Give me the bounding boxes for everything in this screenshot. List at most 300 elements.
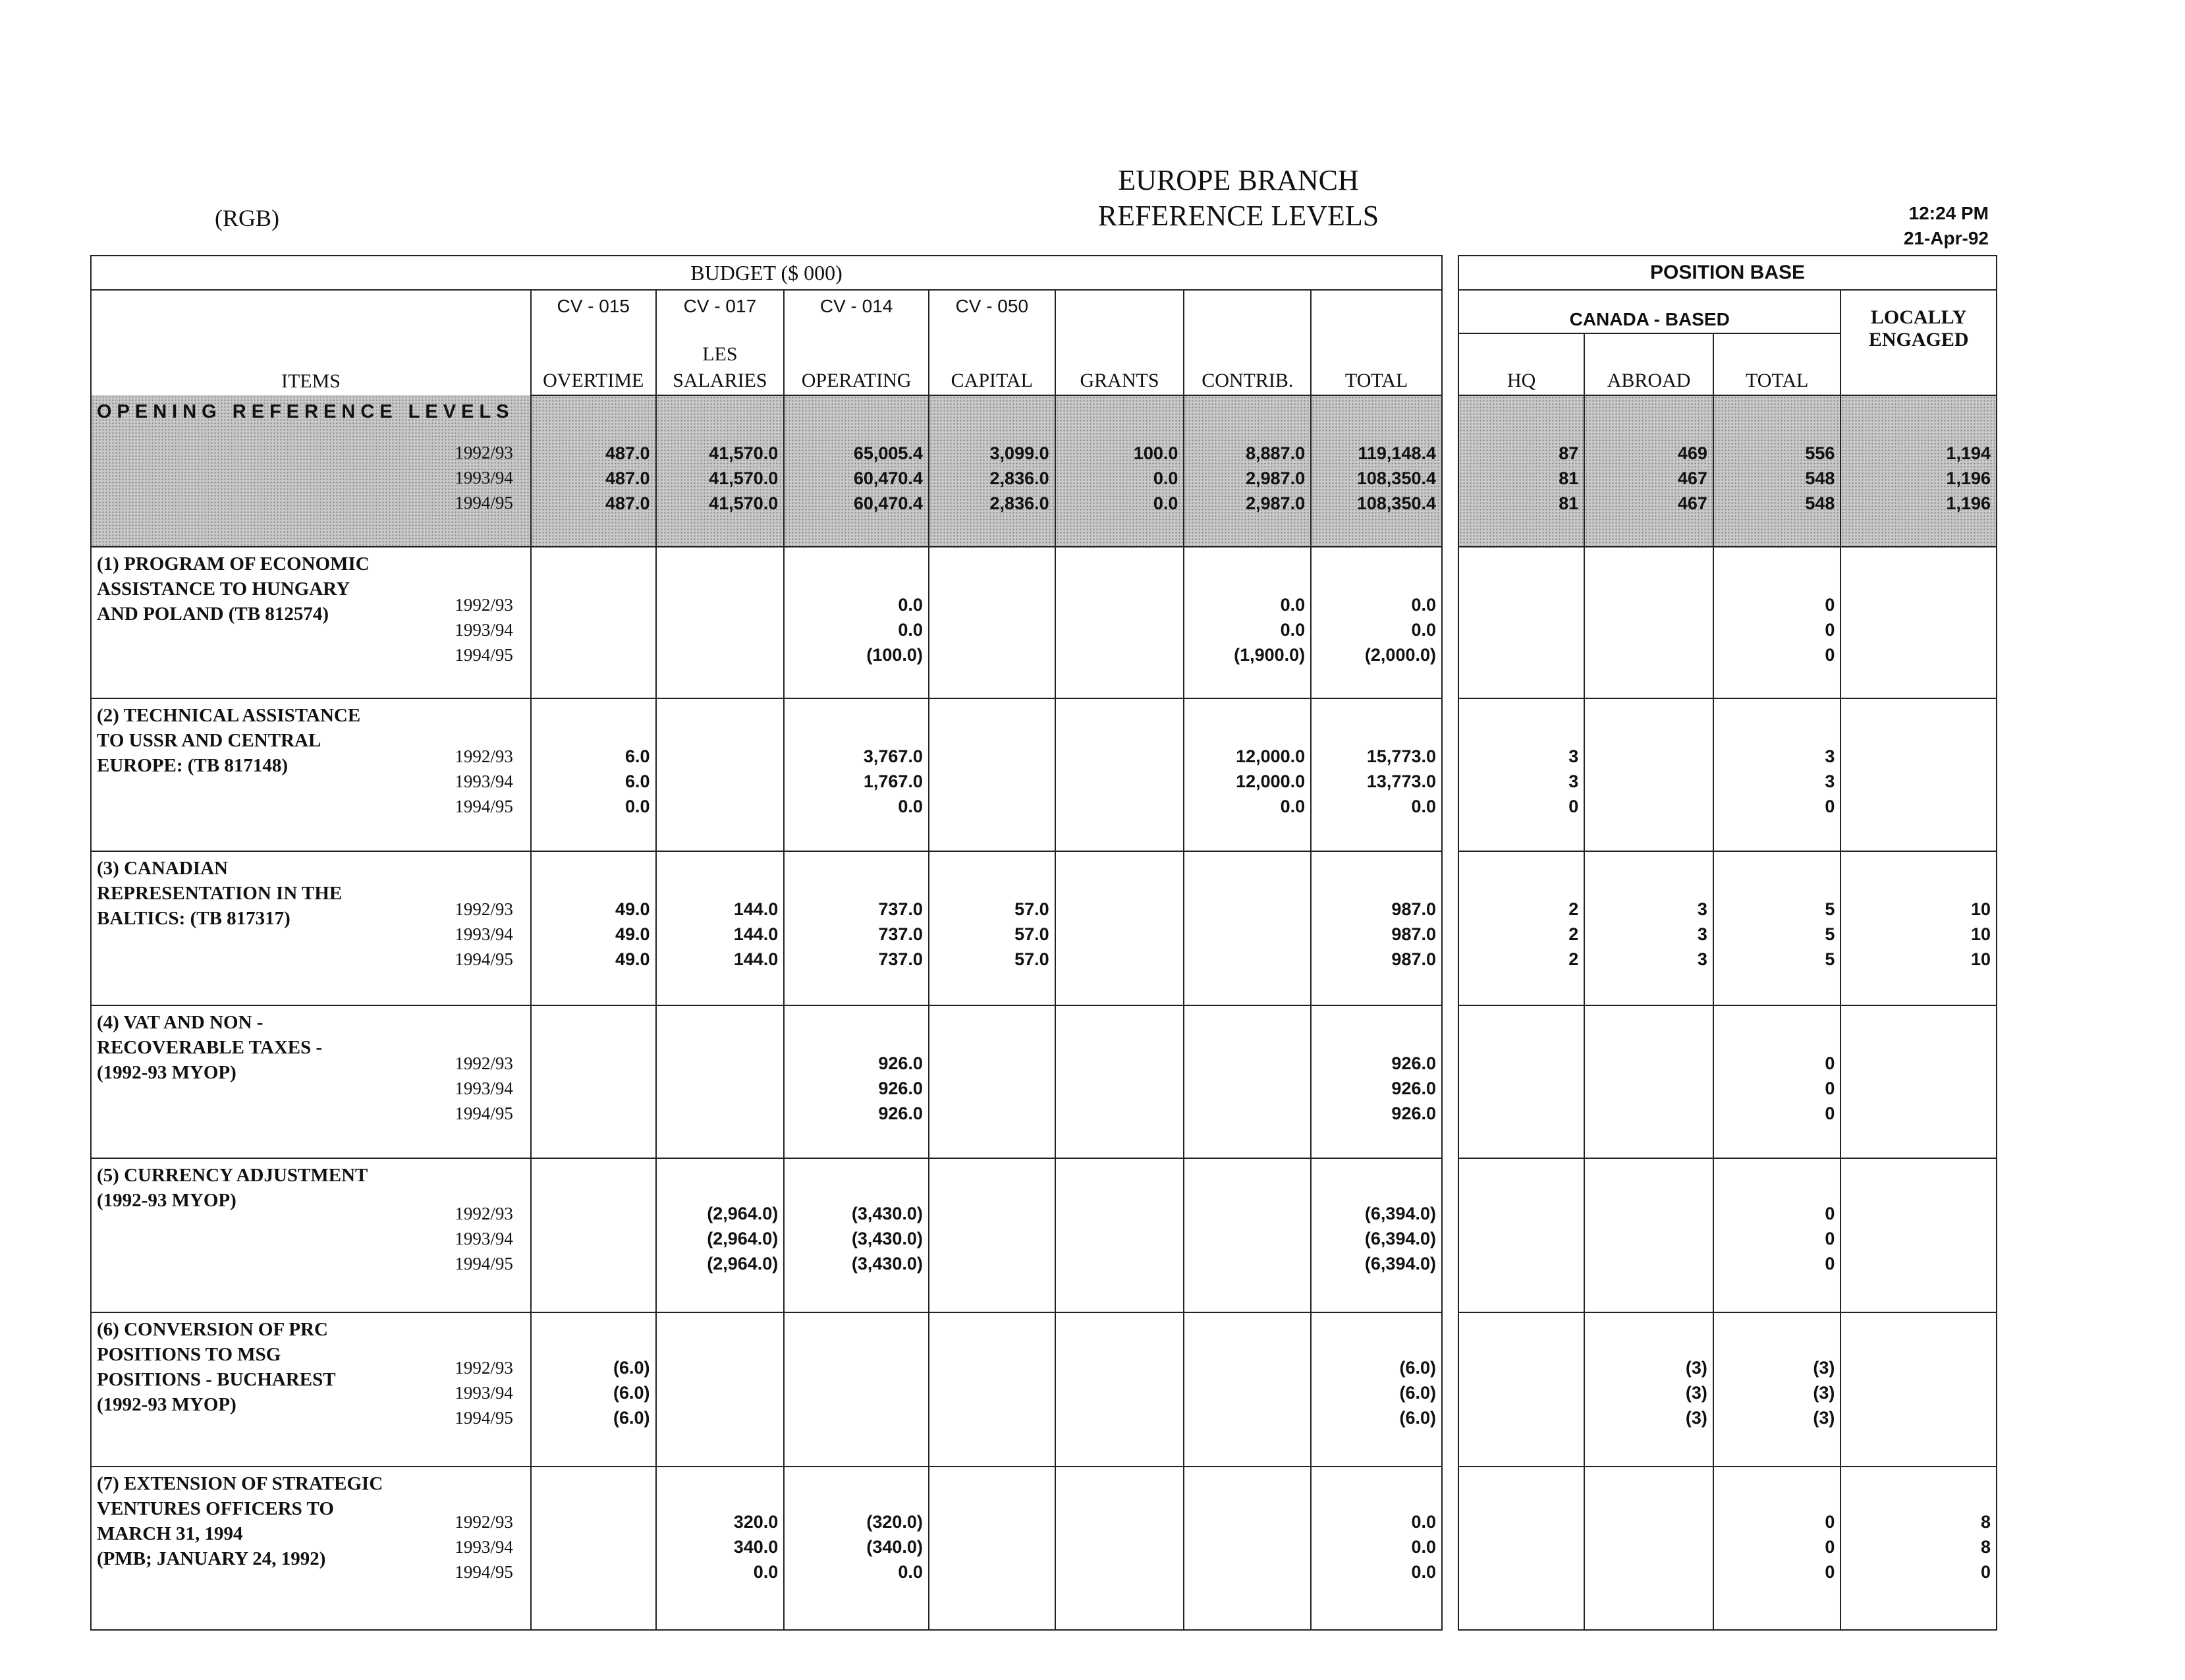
item-label-cell xyxy=(91,1467,531,1630)
position-value xyxy=(1459,1380,1578,1405)
budget-value-cell xyxy=(656,547,785,698)
position-value: 1,196 xyxy=(1946,468,1991,488)
col-code: CV - 017 xyxy=(683,296,757,316)
locally-engaged-header: LOCALLY ENGAGED xyxy=(1840,290,1997,395)
budget-value: (2,000.0) xyxy=(1364,645,1436,665)
budget-value xyxy=(1184,947,1305,972)
position-item-row xyxy=(1458,547,1997,698)
budget-group-header: BUDGET ($ 000) xyxy=(91,256,1442,290)
budget-value: 57.0 xyxy=(1014,899,1049,919)
budget-value xyxy=(532,1076,650,1101)
fiscal-years xyxy=(455,1201,513,1276)
budget-value-cell xyxy=(531,1467,656,1630)
budget-value xyxy=(1184,1405,1305,1430)
position-value: 0 xyxy=(1980,1562,1991,1582)
budget-value xyxy=(532,1251,650,1276)
col-grants: GRANTS xyxy=(1055,290,1184,395)
item-label-line: POSITIONS TO MSG xyxy=(97,1344,281,1365)
position-value-cell xyxy=(1713,547,1841,698)
position-value xyxy=(1841,769,1991,794)
budget-value-cell xyxy=(929,1312,1055,1467)
budget-value xyxy=(532,1509,650,1534)
budget-value xyxy=(1184,1201,1305,1226)
budget-value: 926.0 xyxy=(1391,1078,1436,1098)
budget-value-cell xyxy=(784,1158,929,1312)
budget-value xyxy=(929,1559,1049,1584)
budget-value-cell xyxy=(1184,1005,1311,1158)
col-capital xyxy=(929,290,1055,395)
fiscal-year-label: 1992/93 xyxy=(455,1512,513,1532)
branch-code: (RGB) xyxy=(215,205,279,231)
budget-value xyxy=(657,642,779,667)
budget-value: (2,964.0) xyxy=(707,1204,779,1223)
budget-value-cell xyxy=(1311,1467,1442,1630)
position-value: 3 xyxy=(1697,899,1707,919)
budget-value: 0.0 xyxy=(1153,493,1178,513)
budget-value xyxy=(785,1405,923,1430)
budget-value: 49.0 xyxy=(615,924,650,944)
fiscal-year-label: 1994/95 xyxy=(455,1408,513,1428)
budget-value xyxy=(929,1076,1049,1101)
budget-value xyxy=(1056,947,1178,972)
col-abroad: ABROAD xyxy=(1584,333,1713,395)
position-value: 3 xyxy=(1697,924,1707,944)
budget-value: 0.0 xyxy=(1411,1562,1436,1582)
budget-value xyxy=(1184,1251,1305,1276)
fiscal-year-label: 1993/94 xyxy=(455,1383,513,1403)
position-value: (3) xyxy=(1813,1383,1835,1403)
position-value: (3) xyxy=(1685,1408,1707,1428)
budget-value xyxy=(1184,897,1305,922)
budget-value: 1,767.0 xyxy=(863,771,923,791)
position-value: 5 xyxy=(1825,949,1835,969)
position-value-cell xyxy=(1840,547,1997,698)
budget-value xyxy=(1184,1380,1305,1405)
item-label-line: AND POLAND (TB 812574) xyxy=(97,603,329,625)
position-value xyxy=(1841,617,1991,642)
position-value-cell xyxy=(1584,1312,1713,1467)
budget-value: (6,394.0) xyxy=(1364,1204,1436,1223)
budget-value: 0.0 xyxy=(898,1562,923,1582)
budget-value xyxy=(929,1380,1049,1405)
item-label-cell xyxy=(91,698,531,851)
position-value: 2 xyxy=(1568,924,1579,944)
position-value: 548 xyxy=(1805,493,1835,513)
fiscal-years xyxy=(455,1509,513,1584)
position-value: 0 xyxy=(1825,1537,1835,1557)
col-overtime xyxy=(531,290,656,395)
fiscal-years xyxy=(455,440,513,515)
budget-value xyxy=(929,1509,1049,1534)
budget-value xyxy=(1056,1355,1178,1380)
position-value xyxy=(1585,1101,1707,1126)
position-value-cell xyxy=(1458,1158,1584,1312)
position-value-cell xyxy=(1713,1158,1841,1312)
budget-value-cell xyxy=(531,1005,656,1158)
budget-item-row xyxy=(91,1158,1442,1312)
position-value: 10 xyxy=(1970,924,1991,944)
fiscal-year-label: 1994/95 xyxy=(455,797,513,816)
position-value: 1,194 xyxy=(1946,443,1991,463)
budget-value xyxy=(1056,642,1178,667)
budget-value: 0.0 xyxy=(1411,620,1436,640)
item-label-line: (2) TECHNICAL ASSISTANCE xyxy=(97,705,361,726)
budget-value: 0.0 xyxy=(1411,595,1436,615)
budget-value-cell xyxy=(531,547,656,698)
budget-value: 108,350.4 xyxy=(1356,468,1436,488)
canada-based-header: CANADA - BASED xyxy=(1458,290,1840,333)
budget-value xyxy=(1184,922,1305,947)
item-label-line: (1992-93 MYOP) xyxy=(97,1190,236,1211)
budget-value xyxy=(1056,1380,1178,1405)
budget-value-cell xyxy=(784,395,929,547)
position-value xyxy=(1841,1355,1991,1380)
position-value-cell xyxy=(1584,698,1713,851)
position-item-row xyxy=(1458,851,1997,1005)
budget-value xyxy=(1056,769,1178,794)
budget-value xyxy=(929,769,1049,794)
position-value xyxy=(1459,1509,1578,1534)
budget-value-cell xyxy=(929,395,1055,547)
budget-value: 57.0 xyxy=(1014,924,1049,944)
position-value xyxy=(1459,617,1578,642)
position-value: 3 xyxy=(1568,746,1579,766)
position-value xyxy=(1459,1201,1578,1226)
col-code: CV - 014 xyxy=(819,296,893,316)
position-value: 467 xyxy=(1677,493,1707,513)
position-value-cell xyxy=(1840,1312,1997,1467)
budget-value-cell xyxy=(656,1467,785,1630)
budget-value: 987.0 xyxy=(1391,949,1436,969)
budget-value: 60,470.4 xyxy=(853,493,923,513)
col-contrib: CONTRIB. xyxy=(1184,290,1311,395)
col-operating xyxy=(784,290,929,395)
budget-value xyxy=(929,1201,1049,1226)
budget-value xyxy=(929,617,1049,642)
budget-value: (2,964.0) xyxy=(707,1229,779,1248)
position-value: 0 xyxy=(1825,1053,1835,1073)
item-label-line: VENTURES OFFICERS TO xyxy=(97,1498,334,1519)
budget-value xyxy=(1056,922,1178,947)
position-value xyxy=(1459,1076,1578,1101)
position-value xyxy=(1841,1201,1991,1226)
position-value xyxy=(1459,1051,1578,1076)
position-value xyxy=(1459,1101,1578,1126)
position-value: 81 xyxy=(1559,468,1579,488)
position-value xyxy=(1841,642,1991,667)
budget-value: 12,000.0 xyxy=(1236,771,1306,791)
budget-value: 0.0 xyxy=(1411,1512,1436,1532)
budget-value: 0.0 xyxy=(898,620,923,640)
position-value: 81 xyxy=(1559,493,1579,513)
budget-value xyxy=(929,1355,1049,1380)
position-value xyxy=(1585,1509,1707,1534)
item-label-line: (4) VAT AND NON - xyxy=(97,1012,263,1033)
position-table xyxy=(1458,255,1997,1631)
budget-value: 0.0 xyxy=(1280,797,1306,816)
budget-value xyxy=(532,1051,650,1076)
budget-value xyxy=(929,1226,1049,1251)
position-value-cell xyxy=(1840,1158,1997,1312)
position-value xyxy=(1841,1076,1991,1101)
budget-value: 100.0 xyxy=(1133,443,1178,463)
position-value xyxy=(1459,1251,1578,1276)
budget-value-cell xyxy=(929,851,1055,1005)
budget-value: 926.0 xyxy=(878,1104,923,1123)
position-value: 0 xyxy=(1825,1204,1835,1223)
budget-value xyxy=(1184,1509,1305,1534)
col-label-top: LES xyxy=(702,343,738,365)
position-value xyxy=(1585,617,1707,642)
budget-value: 0.0 xyxy=(1411,1537,1436,1557)
position-value-cell xyxy=(1458,1467,1584,1630)
position-value: 0 xyxy=(1568,797,1579,816)
position-item-row xyxy=(1458,1005,1997,1158)
budget-value xyxy=(1184,1559,1305,1584)
fiscal-year-label: 1992/93 xyxy=(455,443,513,462)
position-value: 0 xyxy=(1825,645,1835,665)
budget-value-cell xyxy=(929,698,1055,851)
budget-value-cell xyxy=(1055,395,1184,547)
budget-value-cell xyxy=(1184,1158,1311,1312)
budget-value xyxy=(1184,1076,1305,1101)
budget-value-cell xyxy=(656,395,785,547)
budget-value: 41,570.0 xyxy=(709,493,779,513)
budget-value xyxy=(1056,1534,1178,1559)
position-value xyxy=(1459,592,1578,617)
item-label-line: OPENING REFERENCE LEVELS xyxy=(97,401,514,422)
budget-value: 108,350.4 xyxy=(1356,493,1436,513)
report-title xyxy=(1008,163,1469,234)
position-value: 10 xyxy=(1970,899,1991,919)
budget-value xyxy=(929,592,1049,617)
budget-value: (6.0) xyxy=(613,1383,650,1403)
fiscal-year-label: 1993/94 xyxy=(455,468,513,488)
position-value-cell xyxy=(1584,1467,1713,1630)
fiscal-years xyxy=(455,1051,513,1126)
position-value xyxy=(1841,744,1991,769)
budget-value: 987.0 xyxy=(1391,924,1436,944)
position-value xyxy=(1459,1534,1578,1559)
item-label-cell xyxy=(91,547,531,698)
budget-value-cell xyxy=(1055,698,1184,851)
item-label-line: EUROPE: (TB 817148) xyxy=(97,755,288,776)
budget-value: (1,900.0) xyxy=(1234,645,1306,665)
col-label: CAPITAL xyxy=(951,370,1033,391)
budget-value: 926.0 xyxy=(878,1078,923,1098)
budget-value-cell xyxy=(656,851,785,1005)
budget-value-cell xyxy=(784,1467,929,1630)
budget-value xyxy=(929,1251,1049,1276)
position-value-cell xyxy=(1840,1005,1997,1158)
budget-value xyxy=(532,617,650,642)
position-value-cell xyxy=(1713,698,1841,851)
position-value-cell xyxy=(1840,395,1997,547)
item-label-line: (1992-93 MYOP) xyxy=(97,1062,236,1083)
item-label-line: BALTICS: (TB 817317) xyxy=(97,908,290,929)
budget-value xyxy=(657,1355,779,1380)
budget-value: (100.0) xyxy=(866,645,923,665)
item-label-cell xyxy=(91,395,531,547)
col-hq: HQ xyxy=(1458,333,1584,395)
fiscal-year-label: 1992/93 xyxy=(455,1053,513,1073)
budget-item-row xyxy=(91,1312,1442,1467)
budget-value: 487.0 xyxy=(605,468,650,488)
position-value: 1,196 xyxy=(1946,493,1991,513)
budget-value-cell xyxy=(1311,698,1442,851)
budget-value xyxy=(532,1226,650,1251)
budget-value: (6.0) xyxy=(613,1358,650,1378)
fiscal-year-label: 1993/94 xyxy=(455,1537,513,1557)
budget-value xyxy=(929,1534,1049,1559)
position-value xyxy=(1841,1405,1991,1430)
col-position-total: TOTAL xyxy=(1713,333,1841,395)
fiscal-year-label: 1994/95 xyxy=(455,645,513,665)
budget-value-cell xyxy=(784,547,929,698)
position-value: 87 xyxy=(1559,443,1579,463)
item-label-cell xyxy=(91,851,531,1005)
fiscal-year-label: 1994/95 xyxy=(455,1562,513,1582)
budget-value: 0.0 xyxy=(625,797,650,816)
budget-value xyxy=(1184,1226,1305,1251)
item-label-line: (PMB; JANUARY 24, 1992) xyxy=(97,1548,326,1569)
budget-value-cell xyxy=(784,851,929,1005)
fiscal-years xyxy=(455,592,513,667)
budget-value-cell xyxy=(1311,1158,1442,1312)
budget-value-cell xyxy=(1311,851,1442,1005)
budget-value xyxy=(1184,1101,1305,1126)
item-label-line: (1992-93 MYOP) xyxy=(97,1394,236,1415)
budget-value-cell xyxy=(531,851,656,1005)
budget-value: 0.0 xyxy=(898,797,923,816)
budget-value xyxy=(1056,1076,1178,1101)
budget-value: 0.0 xyxy=(1411,797,1436,816)
position-value xyxy=(1585,642,1707,667)
budget-value xyxy=(657,592,779,617)
fiscal-year-label: 1992/93 xyxy=(455,595,513,615)
item-label-line: RECOVERABLE TAXES - xyxy=(97,1037,323,1058)
position-value xyxy=(1459,1405,1578,1430)
budget-value-cell xyxy=(1055,1005,1184,1158)
position-value: 469 xyxy=(1677,443,1707,463)
budget-value xyxy=(657,617,779,642)
budget-value xyxy=(1056,1251,1178,1276)
budget-item-row xyxy=(91,1005,1442,1158)
fiscal-year-label: 1993/94 xyxy=(455,1078,513,1098)
position-value-cell xyxy=(1584,851,1713,1005)
title-line-2: REFERENCE LEVELS xyxy=(1097,200,1379,232)
position-value xyxy=(1585,1534,1707,1559)
budget-value-cell xyxy=(929,1467,1055,1630)
item-label-cell xyxy=(91,1005,531,1158)
position-value: 8 xyxy=(1980,1537,1991,1557)
item-label-line: (7) EXTENSION OF STRATEGIC xyxy=(97,1473,383,1494)
budget-value: 49.0 xyxy=(615,949,650,969)
position-item-row xyxy=(1458,1312,1997,1467)
position-item-row xyxy=(1458,1158,1997,1312)
fiscal-year-label: 1993/94 xyxy=(455,924,513,944)
position-value-cell xyxy=(1584,395,1713,547)
position-value xyxy=(1585,1201,1707,1226)
position-item-row xyxy=(1458,1467,1997,1630)
budget-value: 2,836.0 xyxy=(989,493,1049,513)
fiscal-year-label: 1993/94 xyxy=(455,1229,513,1248)
position-group-header: POSITION BASE xyxy=(1458,256,1997,290)
budget-value xyxy=(1056,1405,1178,1430)
position-value xyxy=(1459,1559,1578,1584)
position-value-cell xyxy=(1713,1005,1841,1158)
budget-value: 3,099.0 xyxy=(989,443,1049,463)
position-value: (3) xyxy=(1813,1358,1835,1378)
budget-value-cell xyxy=(1055,851,1184,1005)
fiscal-year-label: 1994/95 xyxy=(455,949,513,969)
budget-value xyxy=(657,1405,779,1430)
budget-value-cell xyxy=(1184,1467,1311,1630)
position-value: 0 xyxy=(1825,1104,1835,1123)
budget-value-cell xyxy=(1055,1158,1184,1312)
budget-value xyxy=(532,592,650,617)
position-value: 3 xyxy=(1825,746,1835,766)
budget-value: 320.0 xyxy=(733,1512,779,1532)
position-value-cell xyxy=(1713,1312,1841,1467)
budget-item-row xyxy=(91,547,1442,698)
fiscal-year-label: 1994/95 xyxy=(455,1254,513,1274)
budget-value: (320.0) xyxy=(866,1512,923,1532)
position-value: 2 xyxy=(1568,949,1579,969)
position-value xyxy=(1585,769,1707,794)
budget-value xyxy=(929,744,1049,769)
budget-value xyxy=(1056,1201,1178,1226)
position-value-cell xyxy=(1713,1467,1841,1630)
col-label: OPERATING xyxy=(801,370,912,391)
position-value xyxy=(1841,794,1991,819)
position-value-cell xyxy=(1713,395,1841,547)
position-value xyxy=(1585,744,1707,769)
position-value: 0 xyxy=(1825,595,1835,615)
budget-value: 737.0 xyxy=(878,949,923,969)
budget-value xyxy=(657,1051,779,1076)
budget-value-cell xyxy=(1184,1312,1311,1467)
item-label-line: MARCH 31, 1994 xyxy=(97,1523,243,1544)
budget-value-cell xyxy=(1055,1312,1184,1467)
position-value: 3 xyxy=(1697,949,1707,969)
budget-value xyxy=(1056,1051,1178,1076)
budget-value: 926.0 xyxy=(1391,1053,1436,1073)
item-label-line: (5) CURRENCY ADJUSTMENT xyxy=(97,1165,368,1186)
budget-value-cell xyxy=(531,395,656,547)
fiscal-year-label: 1992/93 xyxy=(455,1358,513,1378)
item-label-cell xyxy=(91,1312,531,1467)
budget-value: 57.0 xyxy=(1014,949,1049,969)
position-value xyxy=(1585,794,1707,819)
position-value: 548 xyxy=(1805,468,1835,488)
opening-reference-row xyxy=(91,395,1442,547)
position-value-cell xyxy=(1458,851,1584,1005)
position-value: 0 xyxy=(1825,1078,1835,1098)
position-value xyxy=(1841,1251,1991,1276)
position-value: 0 xyxy=(1825,620,1835,640)
budget-value: (6,394.0) xyxy=(1364,1254,1436,1274)
position-value xyxy=(1585,1226,1707,1251)
budget-value-cell xyxy=(1184,851,1311,1005)
position-value: (3) xyxy=(1685,1358,1707,1378)
budget-value xyxy=(929,794,1049,819)
fiscal-year-label: 1992/93 xyxy=(455,746,513,766)
budget-value xyxy=(1184,1534,1305,1559)
position-item-row xyxy=(1458,698,1997,851)
position-value: 0 xyxy=(1825,1562,1835,1582)
position-value-cell xyxy=(1458,1005,1584,1158)
